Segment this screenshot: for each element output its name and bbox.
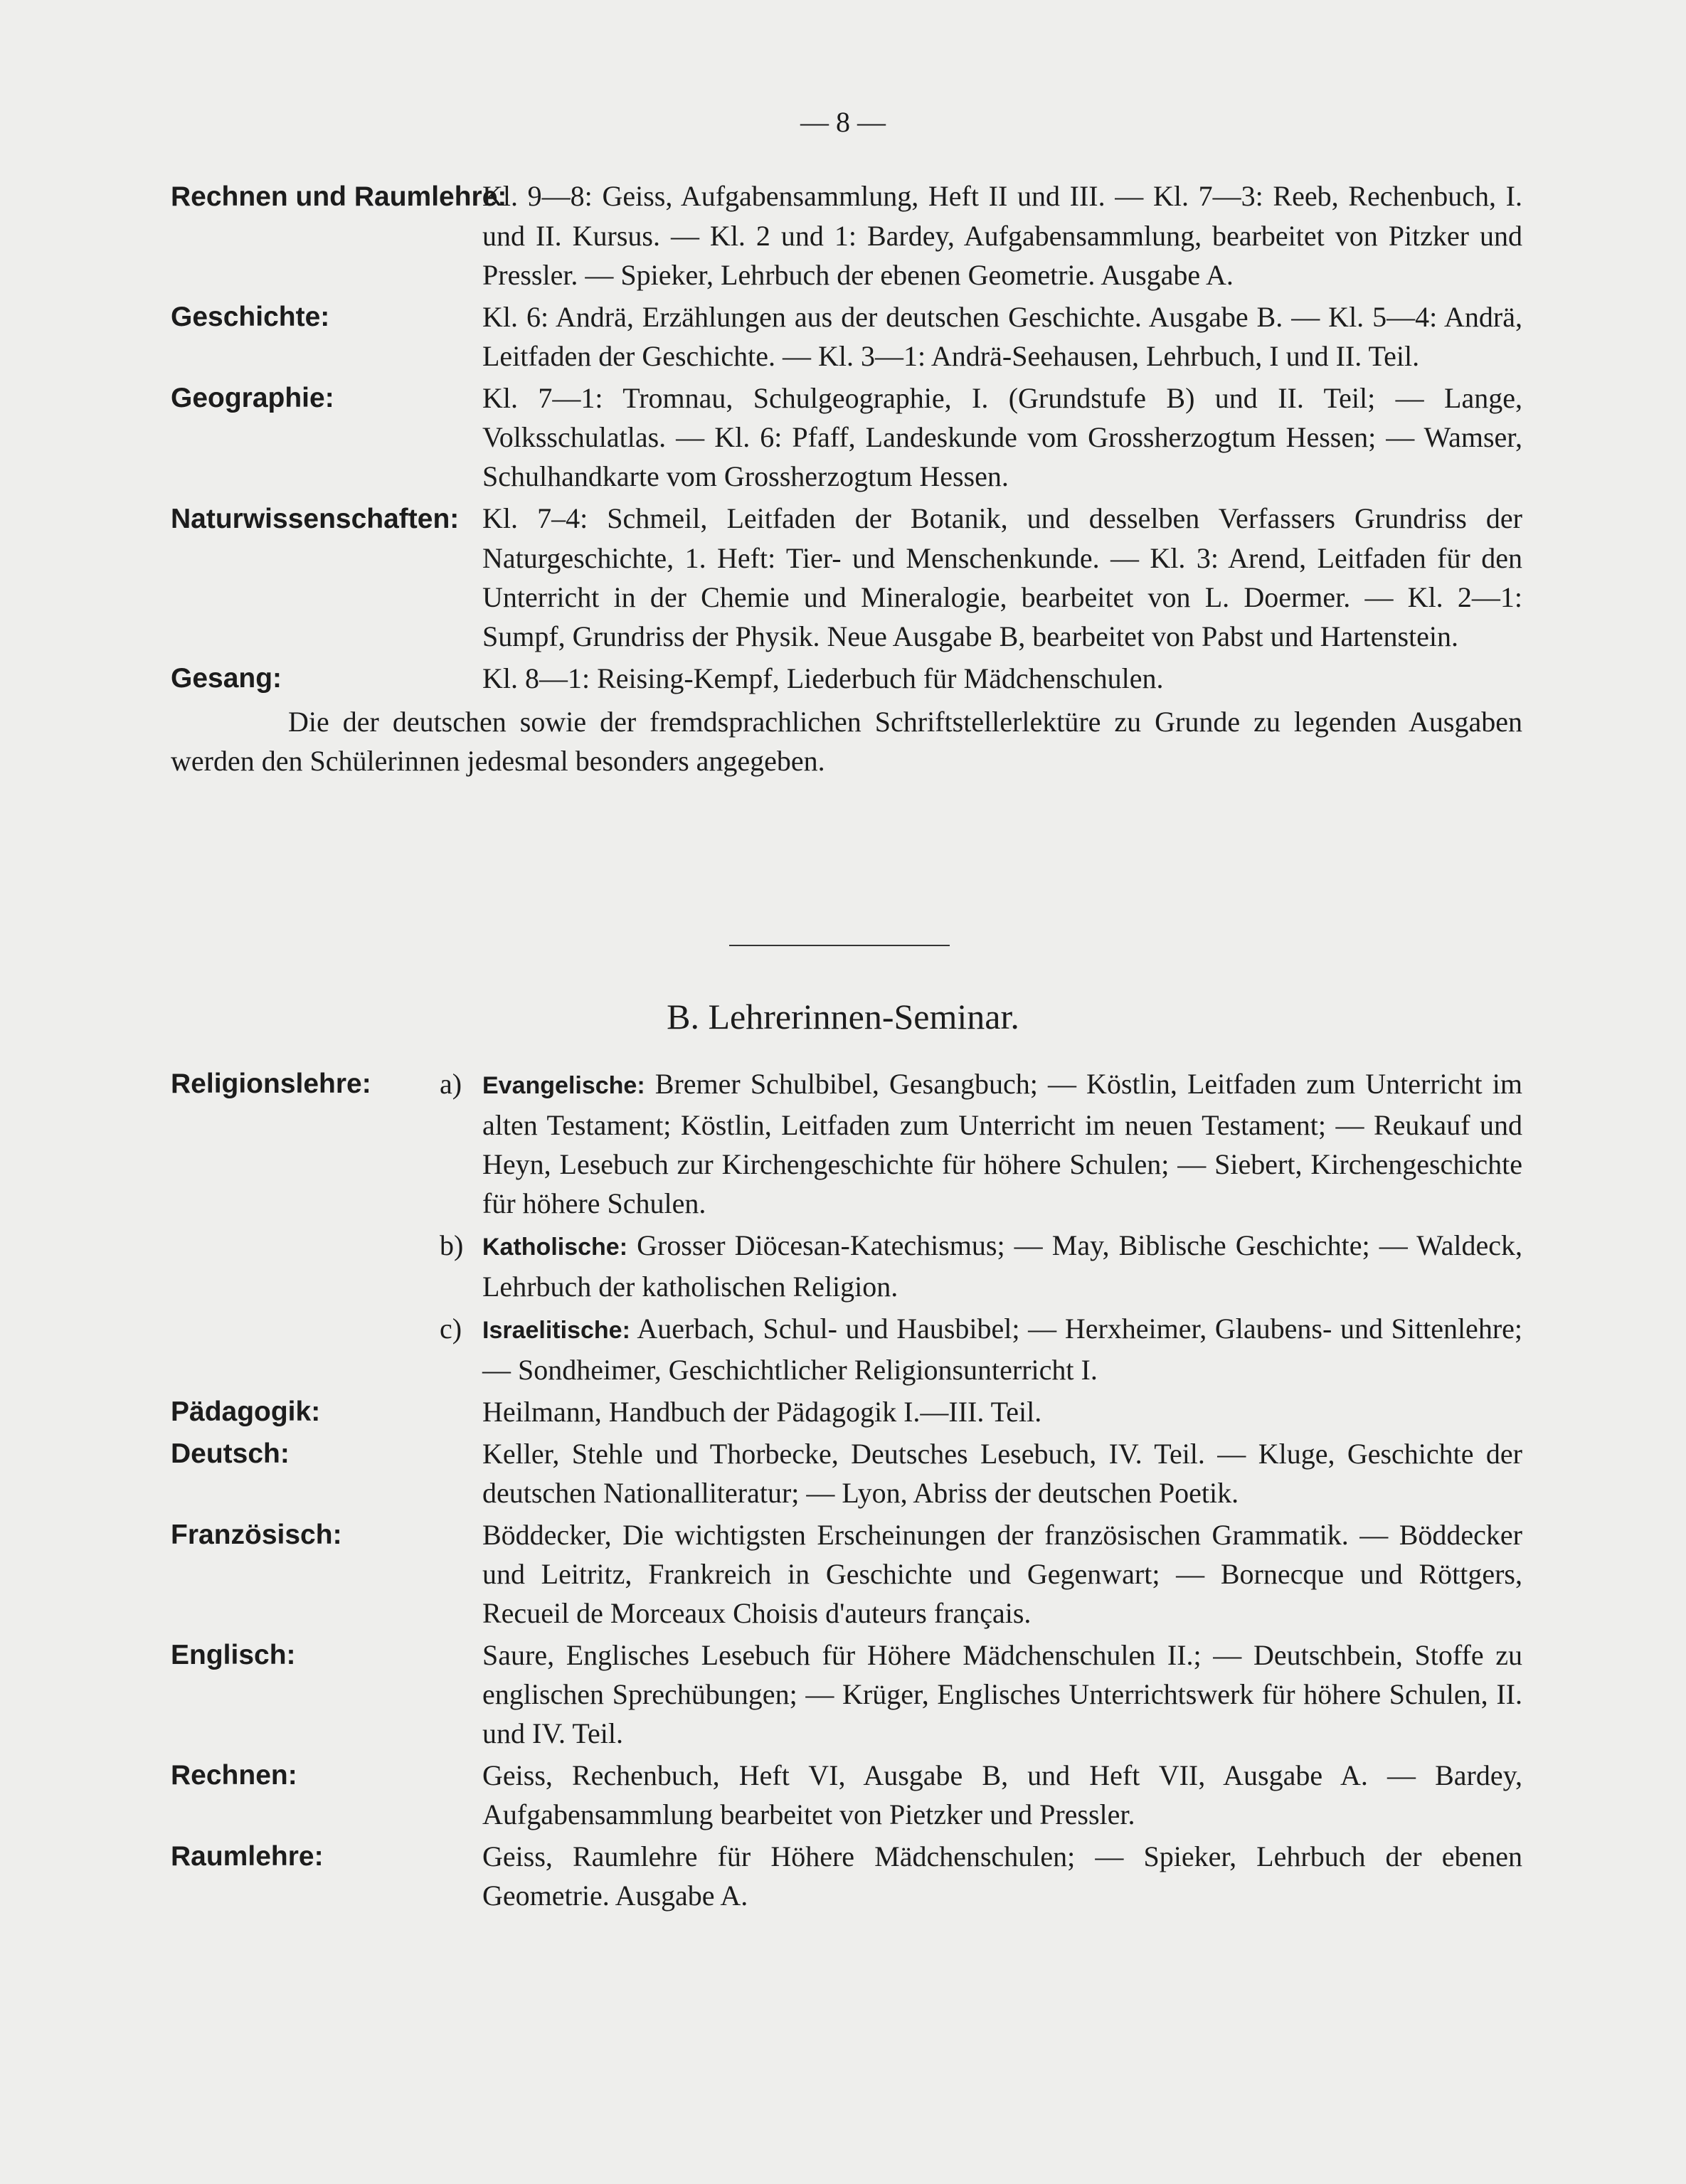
entry-label: Naturwissenschaften: <box>171 504 460 534</box>
part-b-list <box>171 1064 1522 1915</box>
entry-text: Saure, Englisches Lesebuch für Höhere Mädchenschulen II.; — Deutschbein, Stoffe zu englischen Sprechübungen; — Krüger, Englisches Unterrichtswerk für höhere Schulen, II. und IV. Teil. <box>482 1639 1522 1749</box>
entry-geographie <box>171 378 1522 496</box>
entry-label: Geographie: <box>171 383 334 413</box>
lecture-note: Die der deutschen sowie der fremdsprachlichen Schriftstellerlektüre zu Grunde zu legenden Ausgaben werden den Schülerinnen jedesmal besonders angegeben. <box>171 706 1522 777</box>
sub-category: Katholische: <box>482 1234 628 1261</box>
entry-label: Raumlehre: <box>171 1841 324 1872</box>
entry-text: Kl. 7—1: Tromnau, Schulgeographie, I. (Grundstufe B) und II. Teil; — Lange, Volksschulatlas. — Kl. 6: Pfaff, Landeskunde vom Grossherzogtum Hessen; — Wamser, Schulhandkarte vom Grossherzogtum Hessen. <box>482 382 1522 492</box>
entry-label: Rechnen und Raumlehre: <box>171 181 507 212</box>
entry-label: Religionslehre: <box>171 1069 371 1099</box>
sub-category: Evangelische: <box>482 1072 645 1099</box>
part-a-list <box>171 176 1522 780</box>
entry-label: Französisch: <box>171 1520 342 1550</box>
entry-franzoesisch <box>171 1515 1522 1633</box>
entry-text: Heilmann, Handbuch der Pädagogik I.—III. Teil. <box>482 1396 1042 1428</box>
entry-label: Rechnen: <box>171 1760 297 1791</box>
entry-text: Geiss, Raumlehre für Höhere Mädchenschulen; — Spieker, Lehrbuch der ebenen Geometrie. Ausgabe A. <box>482 1840 1522 1912</box>
sub-mark: c) <box>440 1313 462 1345</box>
entry-religionslehre <box>171 1064 1522 1389</box>
religion-sub-evangelisch <box>440 1064 1522 1223</box>
entry-raumlehre <box>171 1837 1522 1915</box>
entry-rechnen-raumlehre <box>171 176 1522 295</box>
entry-label: Gesang: <box>171 663 282 694</box>
entry-text: Kl. 9—8: Geiss, Aufgabensammlung, Heft II und III. — Kl. 7—3: Reeb, Rechenbuch, I. und II. Kursus. — Kl. 2 und 1: Bardey, Aufgabensammlung, bearbeitet von Pitzker und Pressler. — Spieker, Lehrbuch der ebenen Geometrie. Ausgabe A. <box>482 180 1522 291</box>
entry-text: Kl. 7–4: Schmeil, Leitfaden der Botanik, und desselben Verfassers Grundriss der Naturgeschichte, 1. Heft: Tier- und Menschenkunde. — Kl. 3: Arend, Leitfaden für den Unterricht in der Chemie und Mineralogie, bearbeitet von L. Doermer. — Kl. 2—1: Sumpf, Grundriss der Physik. Neue Ausgabe B, bearbeitet von Pabst und Hartenstein. <box>482 502 1522 652</box>
entry-paedagogik <box>171 1392 1522 1431</box>
entry-label: Pädagogik: <box>171 1396 321 1427</box>
entry-text: Geiss, Rechenbuch, Heft VI, Ausgabe B, und Heft VII, Ausgabe A. — Bardey, Aufgabensammlung bearbeitet von Pietzker und Pressler. <box>482 1759 1522 1830</box>
entry-label: Geschichte: <box>171 302 330 332</box>
entry-gesang <box>171 659 1522 698</box>
entry-text: Kl. 8—1: Reising-Kempf, Liederbuch für Mädchenschulen. <box>482 662 1164 694</box>
religion-sub-katholisch <box>440 1226 1523 1306</box>
religion-sub-israelitisch <box>440 1309 1522 1389</box>
entry-naturwissenschaften <box>171 499 1522 656</box>
sub-category: Israelitische: <box>482 1317 630 1344</box>
entry-deutsch <box>171 1434 1522 1512</box>
entry-geschichte <box>171 297 1522 376</box>
sub-mark: a) <box>440 1068 462 1100</box>
entry-text: Keller, Stehle und Thorbecke, Deutsches Lesebuch, IV. Teil. — Kluge, Geschichte der deutschen Nationalliteratur; — Lyon, Abriss der deutschen Poetik. <box>482 1438 1522 1509</box>
entry-label: Deutsch: <box>171 1438 290 1469</box>
entry-label: Englisch: <box>171 1640 296 1670</box>
page-number: — 8 — <box>800 106 886 138</box>
sub-text: Bremer Schulbibel, Gesangbuch; — Köstlin, Leitfaden zum Unterricht im alten Testament; Köstlin, Leitfaden zum Unterricht im neuen Testament; — Reukauf und Heyn, Lesebuch zur Kirchengeschichte für höhere Schulen; — Siebert, Kirchengeschichte für höhere Schulen. <box>482 1068 1522 1219</box>
entry-rechnen <box>171 1756 1522 1834</box>
section-divider <box>729 945 950 946</box>
sub-mark: b) <box>440 1229 464 1261</box>
entry-text: Böddecker, Die wichtigsten Erscheinungen der französischen Grammatik. — Böddecker und Leitritz, Frankreich in Geschichte und Gegenwart; — Bornecque und Röttgers, Recueil de Morceaux Choisis d'auteurs français. <box>482 1519 1522 1629</box>
entry-englisch <box>171 1636 1522 1753</box>
sub-text: Auerbach, Schul- und Hausbibel; — Herxheimer, Glaubens- und Sittenlehre; — Sondheimer, Geschichtlicher Religionsunterricht I. <box>482 1313 1522 1386</box>
entry-text: Kl. 6: Andrä, Erzählungen aus der deutschen Geschichte. Ausgabe B. — Kl. 5—4: Andrä, Leitfaden der Geschichte. — Kl. 3—1: Andrä-Seehausen, Lehrbuch, I und II. Teil. <box>482 301 1522 372</box>
section-heading: B. Lehrerinnen-Seminar. <box>667 997 1019 1037</box>
sub-text: Grosser Diöcesan-Katechismus; — May, Biblische Geschichte; — Waldeck, Lehrbuch der katholischen Religion. <box>482 1229 1523 1303</box>
